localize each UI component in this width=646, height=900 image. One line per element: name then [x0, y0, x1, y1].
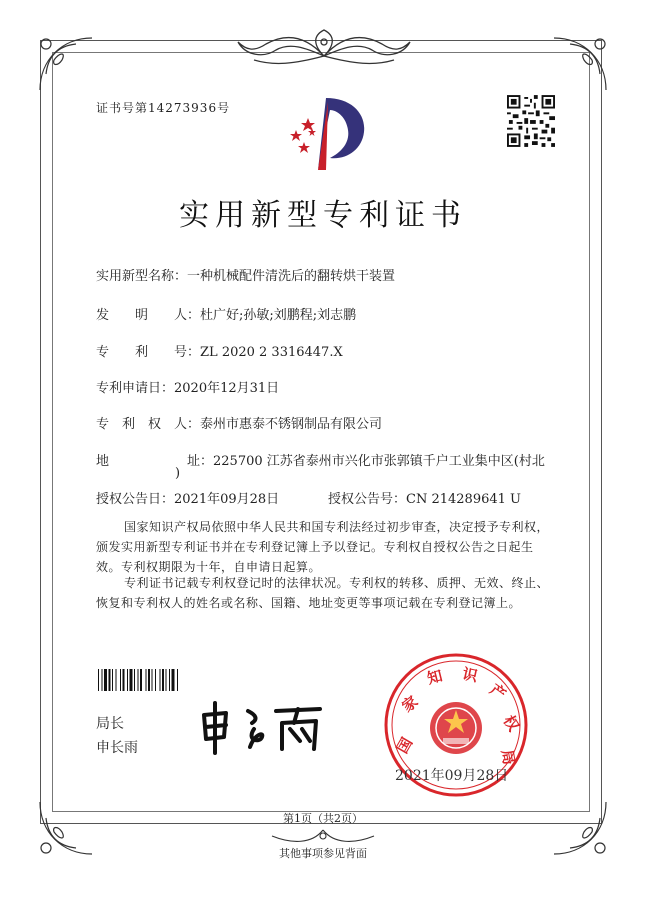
- certificate-title: 实用新型专利证书: [179, 198, 467, 233]
- field-value: 2020年12月31日: [174, 381, 280, 396]
- field-label: 专利申请日：: [96, 381, 175, 396]
- director-signature: [196, 697, 326, 757]
- footer-note: 其他事项参见背面: [279, 847, 367, 860]
- field-label: 专 利 权 人：: [96, 417, 201, 432]
- corner-ornament-top-right: [544, 30, 614, 100]
- director-name: 申长雨: [96, 740, 138, 756]
- legal-status-paragraph: 专利证书记载专利权登记时的法律状况。专利权的转移、质押、无效、终止、恢复和专利权人的姓名或名称、国籍、地址变更等事项记载在专利登记簿上。: [96, 576, 550, 610]
- field-label: 发 明 人：: [96, 308, 201, 323]
- field-label: 授权公告日：: [96, 492, 175, 507]
- field-utility-model-name: [96, 265, 395, 284]
- grant-paragraph: 国家知识产权局依照中华人民共和国专利法经过初步审查，决定授予专利权，颁发实用新型专利证书并在专利登记簿上予以登记。专利权自授权公告之日起生效。专利权期限为十年，自申请日起算。: [96, 520, 550, 574]
- field-label: 专 利 号：: [96, 345, 201, 360]
- field-inventors: [96, 304, 356, 323]
- field-patentee: [96, 413, 382, 432]
- field-value: 2021年09月28日: [174, 492, 280, 507]
- field-value: ZL 2020 2 3316447.X: [200, 345, 343, 360]
- top-ornament: [224, 26, 424, 70]
- field-patent-number: [96, 341, 343, 360]
- svg-text:权: 权: [499, 712, 523, 735]
- field-label: 实用新型名称：: [96, 269, 188, 284]
- corner-ornament-top-left: [32, 30, 102, 100]
- qr-code: [507, 95, 555, 147]
- field-value: ): [175, 466, 181, 481]
- field-value: 一种机械配件清洗后的翻转烘干装置: [187, 269, 396, 284]
- svg-text:识: 识: [460, 664, 480, 686]
- field-value: 225700 江苏省泰州市兴化市张郭镇千户工业集中区(村北: [213, 454, 545, 469]
- field-value: 杜广好;孙敏;刘鹏程;刘志鹏: [200, 308, 357, 323]
- field-value: 泰州市惠泰不锈钢制品有限公司: [200, 417, 383, 432]
- field-value: CN 214289641 U: [406, 492, 521, 507]
- field-address: [96, 450, 545, 469]
- field-application-date: [96, 377, 279, 396]
- svg-text:知: 知: [425, 666, 445, 688]
- field-address-continuation: [175, 466, 180, 481]
- field-label: 地 址：: [96, 454, 214, 469]
- certificate-number: 证书号第14273936号: [96, 101, 231, 115]
- page-indicator: 第1页（共2页）: [283, 812, 363, 825]
- field-grant-date: [96, 488, 279, 507]
- barcode: [98, 669, 234, 691]
- svg-text:产: 产: [486, 680, 510, 704]
- seal-date: 2021年09月28日: [395, 768, 509, 784]
- svg-text:家: 家: [398, 692, 422, 716]
- svg-text:国: 国: [393, 734, 417, 757]
- svg-text:局: 局: [497, 748, 519, 767]
- patent-office-logo: [286, 92, 366, 172]
- field-label: 授权公告号：: [328, 492, 407, 507]
- field-grant-number: [328, 488, 521, 507]
- director-title: 局长: [96, 716, 124, 732]
